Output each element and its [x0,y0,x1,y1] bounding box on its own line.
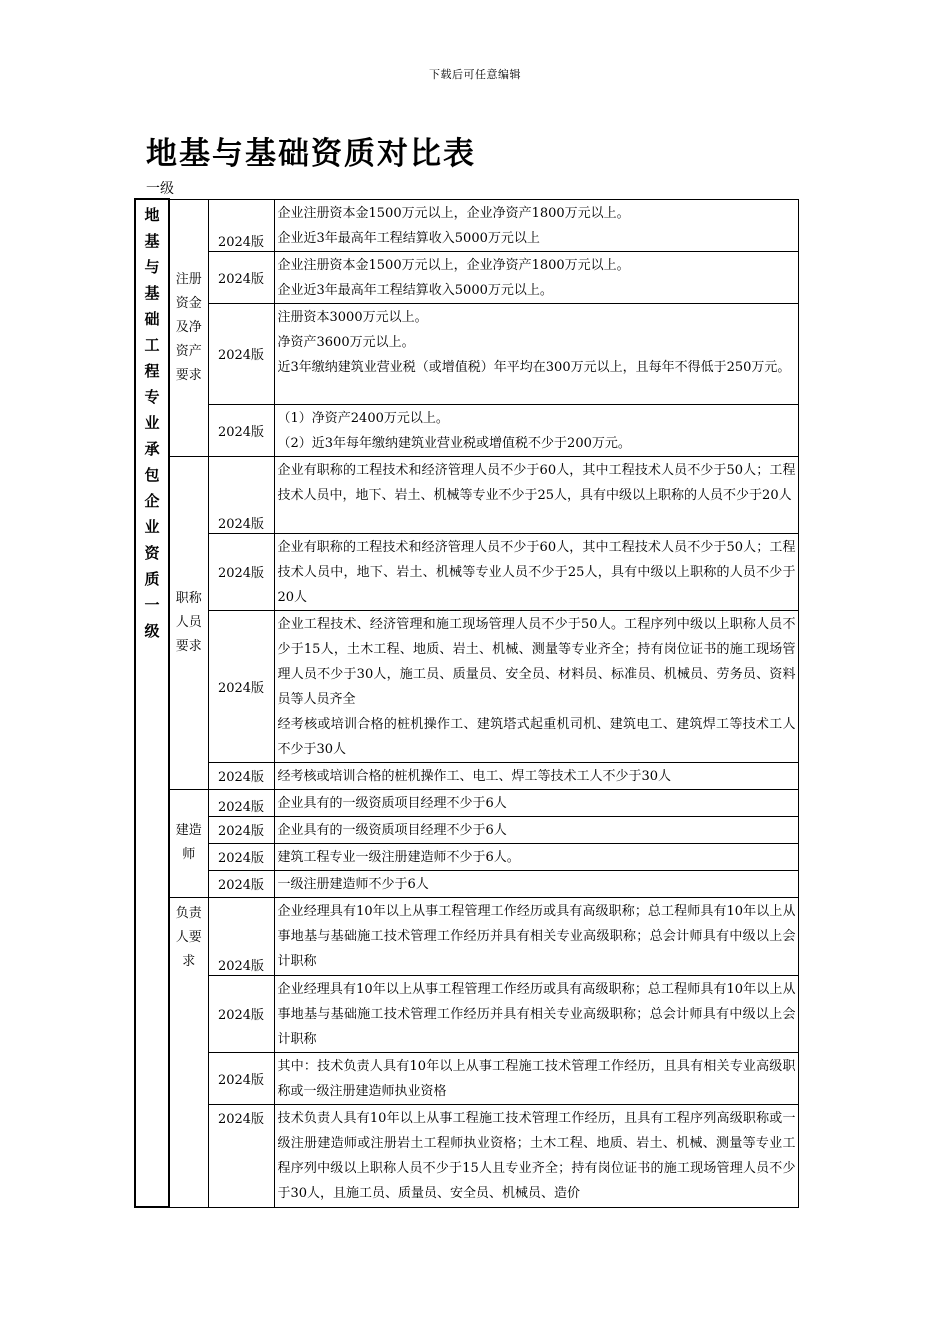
requirement-cell [274,251,798,303]
category-capital [169,199,208,456]
version-cell: 2024版 [208,897,274,975]
category-builder [169,789,208,897]
requirement-line: 经考核或培训合格的桩机操作工、电工、焊工等技术工人不少于30人 [277,768,672,784]
requirement-line: 经考核或培训合格的桩机操作工、建筑塔式起重机司机、建筑电工、建筑焊工等技术工人不少于30人 [277,716,796,757]
requirement-line: （2）近3年每年缴纳建筑业营业税或增值税不少于200万元。 [277,435,631,451]
requirement-cell [274,816,798,843]
requirement-cell [274,762,798,789]
main-label-char: 程 [144,362,160,380]
requirement-line: 净资产3600万元以上。 [277,334,415,350]
table-row [135,789,798,816]
requirement-line: 企业注册资本金1500万元以上，企业净资产1800万元以上。 [277,257,630,273]
main-label-char: 专 [144,388,160,406]
requirement-line: 一级注册建造师不少于6人 [277,876,429,892]
requirement-cell [274,456,798,533]
header-note: 下载后可任意编辑 [429,68,521,81]
requirement-line: 建筑工程专业一级注册建造师不少于6人。 [277,849,520,865]
requirement-line: 企业经理具有10年以上从事工程管理工作经历或具有高级职称；总工程师具有10年以上从事地基与基础施工技术管理工作经历并具有相关专业高级职称；总会计师具有中级以上会计职称 [277,903,796,969]
table-row [135,897,798,975]
requirement-cell [274,533,798,610]
requirement-line: 企业工程技术、经济管理和施工现场管理人员不少于50人。工程序列中级以上职称人员不少于15人，土木工程、地质、岩土、机械、测量等专业齐全；持有岗位证书的施工现场管理人员不少于30人，施工员、质量员、安全员、材料员、标准员、机械员、劳务员、资料员等人员齐全 [277,616,796,707]
version-cell: 2024版 [208,404,274,456]
version-cell: 2024版 [208,610,274,762]
requirement-line: 企业具有的一级资质项目经理不少于6人 [277,795,507,811]
requirement-line: 企业近3年最高年工程结算收入5000万元以上。 [277,282,553,298]
main-label-char: 级 [144,622,160,640]
requirement-line: 技术负责人具有10年以上从事工程施工技术管理工作经历，且具有工程序列高级职称或一级注册建造师或注册岩土工程师执业资格；土木工程、地质、岩土、机械、测量等专业工程序列中级以上职称人员不少于15人且专业齐全；持有岗位证书的施工现场管理人员不少于30人，且施工员、质量员、安全员、机械员、造价 [277,1110,796,1201]
main-label-char: 基 [144,284,160,302]
version-cell: 2024版 [208,456,274,533]
table-row [135,456,798,533]
requirement-cell [274,610,798,762]
version-cell: 2024版 [208,870,274,897]
main-label-char: 与 [144,258,160,276]
main-label-char: 础 [144,310,160,328]
requirement-cell [274,199,798,251]
category-staff [169,456,208,789]
version-cell: 2024版 [208,975,274,1052]
version-cell: 2024版 [208,533,274,610]
requirement-line: 企业注册资本金1500万元以上，企业净资产1800万元以上。 [277,205,630,221]
requirement-cell [274,897,798,975]
requirement-line: 企业有职称的工程技术和经济管理人员不少于60人，其中工程技术人员不少于50人；工程技术人员中，地下、岩土、机械等专业人员不少于25人，具有中级以上职称的人员不少于20人 [277,539,796,605]
category-label: 建造师 [175,823,202,862]
requirement-line: 企业具有的一级资质项目经理不少于6人 [277,822,507,838]
table-row [135,1104,798,1207]
requirement-cell [274,404,798,456]
requirement-cell [274,1104,798,1207]
requirement-line: 注册资本3000万元以上。 [277,309,428,325]
level-label: 一级 [146,181,174,197]
version-cell: 2024版 [208,843,274,870]
requirement-line: 企业有职称的工程技术和经济管理人员不少于60人，其中工程技术人员不少于50人；工程技术人员中，地下、岩土、机械等专业不少于25人，具有中级以上职称的人员不少于20人 [277,462,796,503]
main-label-char: 业 [144,518,160,536]
version-cell: 2024版 [208,1052,274,1104]
version-cell: 2024版 [208,303,274,404]
qualification-table [134,198,799,1208]
table-row [135,404,798,456]
category-leader [169,897,208,1207]
main-label-char: 一 [144,596,160,614]
main-category-cell [135,199,169,1207]
version-cell: 2024版 [208,789,274,816]
requirement-cell [274,789,798,816]
main-label-char: 工 [144,336,160,354]
main-label-char: 企 [144,492,160,510]
main-label-char: 业 [144,414,160,432]
requirement-line: 其中：技术负责人具有10年以上从事工程施工技术管理工作经历，且具有相关专业高级职称或一级注册建造师执业资格 [277,1058,796,1099]
main-label-char: 质 [144,570,160,588]
table-row [135,843,798,870]
table-row [135,870,798,897]
page-title: 地基与基础资质对比表 [146,136,476,172]
table-row [135,199,798,251]
table-row [135,762,798,789]
table-row [135,303,798,404]
table-row [135,975,798,1052]
category-label: 注册资金及净资产要求 [175,271,202,383]
main-label-char: 承 [144,440,160,458]
version-cell: 2024版 [208,762,274,789]
requirement-line: （1）净资产2400万元以上。 [277,410,449,426]
table-row [135,533,798,610]
version-cell: 2024版 [208,1104,274,1207]
table-row [135,816,798,843]
requirement-line: 近3年缴纳建筑业营业税（或增值税）年平均在300万元以上，且每年不得低于250万元。 [277,359,791,375]
requirement-cell [274,843,798,870]
requirement-cell [274,303,798,404]
version-cell: 2024版 [208,816,274,843]
table-row [135,1052,798,1104]
table-row [135,610,798,762]
table-row [135,251,798,303]
version-cell: 2024版 [208,251,274,303]
main-label-char: 基 [144,232,160,250]
requirement-line: 企业近3年最高年工程结算收入5000万元以上 [277,230,540,246]
requirement-line: 企业经理具有10年以上从事工程管理工作经历或具有高级职称；总工程师具有10年以上从事地基与基础施工技术管理工作经历并具有相关专业高级职称；总会计师具有中级以上会计职称 [277,981,796,1047]
requirement-cell [274,1052,798,1104]
category-label: 负责人要求 [175,905,202,969]
main-label-char: 资 [144,544,160,562]
category-label: 职称人员要求 [175,590,202,654]
main-label-char: 地 [144,206,160,224]
main-label-char: 包 [144,466,160,484]
requirement-cell [274,870,798,897]
version-cell: 2024版 [208,199,274,251]
requirement-cell [274,975,798,1052]
